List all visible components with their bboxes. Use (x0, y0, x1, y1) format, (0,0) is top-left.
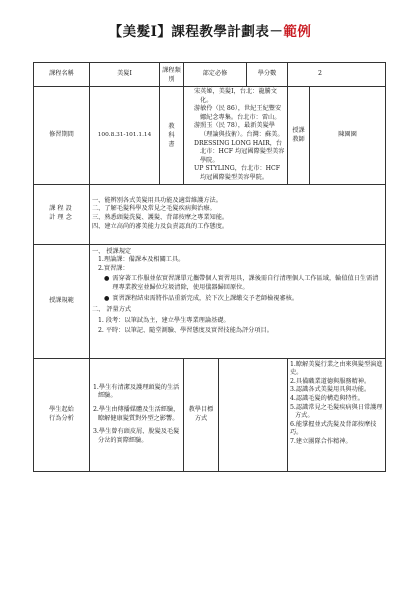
goal-item: 7.建立團隊合作精神。 (290, 437, 352, 445)
objective-item: 一、能辨別各式美髮用具功能及適當維護方法。 (92, 196, 222, 204)
analysis-item: 2.學生由傳播媒體及生活經驗，瞭解健康髮質對外型之影響。 (93, 405, 180, 422)
rules-section-1: 一、 授課規定 (92, 247, 132, 255)
rules-item: 1.理論課：備課本及相關工具。 (98, 256, 185, 264)
analysis-item: 1.學生有清潔及護理頭髮的生活經驗。 (93, 383, 180, 400)
rules-content (90, 244, 386, 358)
page-title (0, 20, 420, 40)
objective-item: 三、熟悉頭髮洗髮、護髮、背部按摩之專業知能。 (92, 214, 229, 222)
teacher: 陳園園 (310, 87, 386, 185)
textbook-item: UP STYLING，台北市：HCF 均冠國際髮型美容學院。 (194, 165, 281, 181)
rules-bullet (92, 275, 383, 292)
course-name: 美髮Ⅰ (90, 63, 160, 87)
goals-label-text: 教學目標方式 (188, 405, 214, 422)
goals-cell (184, 358, 288, 471)
rules-bullet (92, 295, 383, 304)
rules-label: 授課規範 (34, 244, 90, 358)
goal-item: 2.具備職業道德與服務精神。 (290, 377, 371, 385)
objective-item: 四、建立高尚的審美能力及負責認真的工作態度。 (92, 222, 229, 230)
category: 部定必修 (184, 63, 247, 86)
bullet-icon: ● (104, 294, 110, 302)
textbook-item: 宋英姬，美髮Ⅰ，台北：龍騰文化。 (194, 88, 277, 104)
period: 100.8.31-101.1.14 (90, 87, 160, 185)
rules-bullet-text: 需穿著工作服並依實習課單元攜帶個人實習用具，課後需自行清理個人工作區域，輪值值日生需清理專業教室並歸位垃圾清除，使用儀器歸回原位。 (112, 275, 379, 291)
period-label: 修習期間 (34, 87, 90, 185)
analysis-label-text: 學生起始行為分析 (49, 405, 74, 422)
category-label: 課程類別 (160, 63, 184, 87)
title-main: 【美髮Ⅰ】課程教學計劃表－ (108, 24, 284, 40)
goal-item: 1.瞭解美髮行業之由來與髮型演進史。 (290, 360, 383, 377)
goal-item: 6.能掌握並式洗髮及背部按摩技巧。 (290, 420, 377, 437)
textbook-item: 游敏伶（民 86），世紀王紀豐安娜紀念專集。台北市：雷山。 (194, 105, 282, 121)
teacher-label (288, 87, 310, 185)
eval-item: 1. 段考：以筆試為主，建立學生專業理論基礎。 (98, 316, 230, 324)
objective-item: 二、了解毛髮科學及常見之毛髮疾病與治療。 (92, 205, 216, 213)
goals-list (288, 358, 386, 471)
category-credits-cell (184, 63, 288, 87)
title-example: 範例 (283, 24, 312, 40)
rules-section-2: 二、 評量方式 (92, 306, 132, 314)
goal-item: 3.認識各式美髮用具與功能。 (290, 386, 371, 394)
rules-bullet-text: 實習課程結束需將作品重新完成，於下次上課繳交予老師檢視審核。 (112, 294, 299, 302)
textbook-label (160, 87, 184, 185)
textbook-item: 游照玉（民 78），最新美髮學（理論與技術）。台灣：蘇美。 (194, 122, 284, 138)
analysis-item: 3.學生曾有頭皮屑、脫髮及毛髮分岔的實際經驗。 (93, 428, 180, 444)
eval-item: 2. 平時：以筆記、隨堂測驗、學習態度及實習技能為評分項目。 (98, 327, 273, 335)
textbook-item: DRESSING LONG HAIR，台北市：HCF 均冠國際髮型美容學院。 (194, 139, 285, 164)
goal-item: 4.認識毛髮的構造與特性。 (290, 394, 364, 402)
goal-item: 5.認識常見之毛髮疾病與日常護理方式。 (290, 403, 383, 420)
objectives-list (90, 184, 386, 244)
objectives-label (34, 184, 90, 244)
analysis-list (90, 358, 184, 471)
teacher-label-text: 授課教師 (292, 127, 305, 144)
credits: 2 (288, 63, 386, 87)
credits-label: 學分數 (257, 70, 277, 78)
goals-label (184, 359, 219, 471)
textbook-label-text: 教科書 (168, 122, 175, 148)
textbook-list (184, 87, 288, 185)
bullet-icon: ● (104, 275, 110, 283)
plan-table (33, 62, 385, 472)
analysis-label (34, 358, 90, 471)
course-name-label: 課程名稱 (34, 63, 90, 87)
rules-item: 2.實習課： (98, 264, 129, 272)
objectives-label-text: 課程設計理念 (49, 205, 74, 222)
